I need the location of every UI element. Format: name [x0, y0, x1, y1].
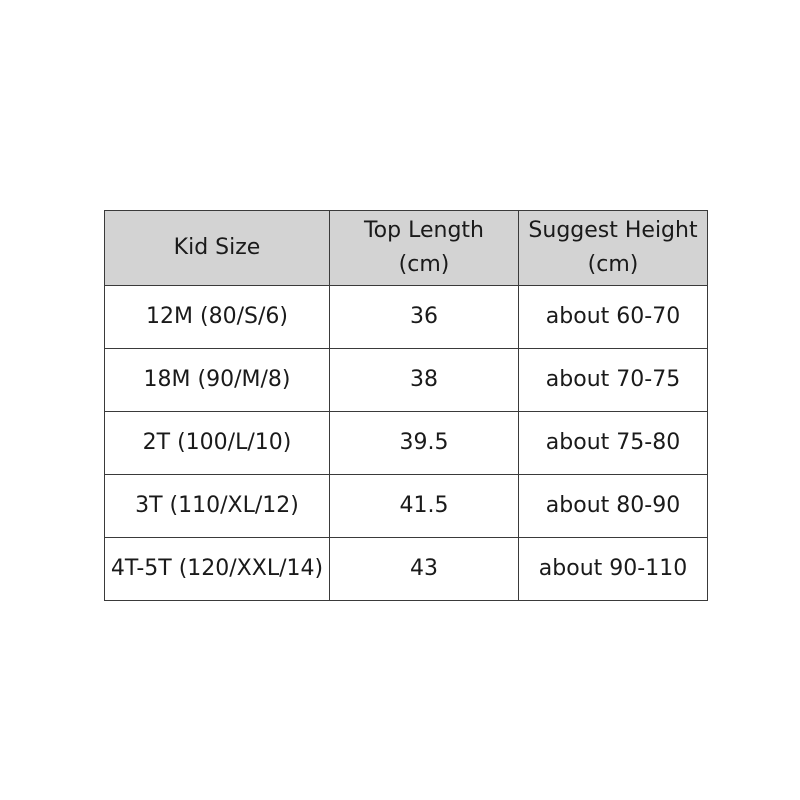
cell-top-length: 43 — [330, 538, 519, 601]
table-header — [105, 211, 708, 286]
table-body — [105, 286, 708, 601]
cell-height: about 75-80 — [519, 412, 708, 475]
cell-size: 4T-5T (120/XXL/14) — [105, 538, 330, 601]
cell-size: 18M (90/M/8) — [105, 349, 330, 412]
header-kid-size — [105, 211, 330, 286]
table-row — [105, 412, 708, 475]
cell-size: 12M (80/S/6) — [105, 286, 330, 349]
cell-top-length: 41.5 — [330, 475, 519, 538]
table-row — [105, 286, 708, 349]
cell-top-length: 39.5 — [330, 412, 519, 475]
header-suggest-height-label: Suggest Height — [528, 218, 698, 243]
cell-height: about 90-110 — [519, 538, 708, 601]
cell-height: about 70-75 — [519, 349, 708, 412]
header-top-length-label: Top Length — [363, 218, 484, 243]
cell-size: 3T (110/XL/12) — [105, 475, 330, 538]
cell-height: about 80-90 — [519, 475, 708, 538]
size-chart-table — [104, 210, 708, 601]
table-row — [105, 349, 708, 412]
cell-top-length: 36 — [330, 286, 519, 349]
table-row — [105, 475, 708, 538]
table-row — [105, 538, 708, 601]
header-suggest-height-unit: (cm) — [587, 252, 639, 277]
cell-height: about 60-70 — [519, 286, 708, 349]
header-suggest-height — [519, 211, 708, 286]
cell-top-length: 38 — [330, 349, 519, 412]
header-top-length-unit: (cm) — [398, 252, 450, 277]
cell-size: 2T (100/L/10) — [105, 412, 330, 475]
header-top-length — [330, 211, 519, 286]
header-row — [105, 211, 708, 286]
header-kid-size-label: Kid Size — [173, 235, 261, 260]
